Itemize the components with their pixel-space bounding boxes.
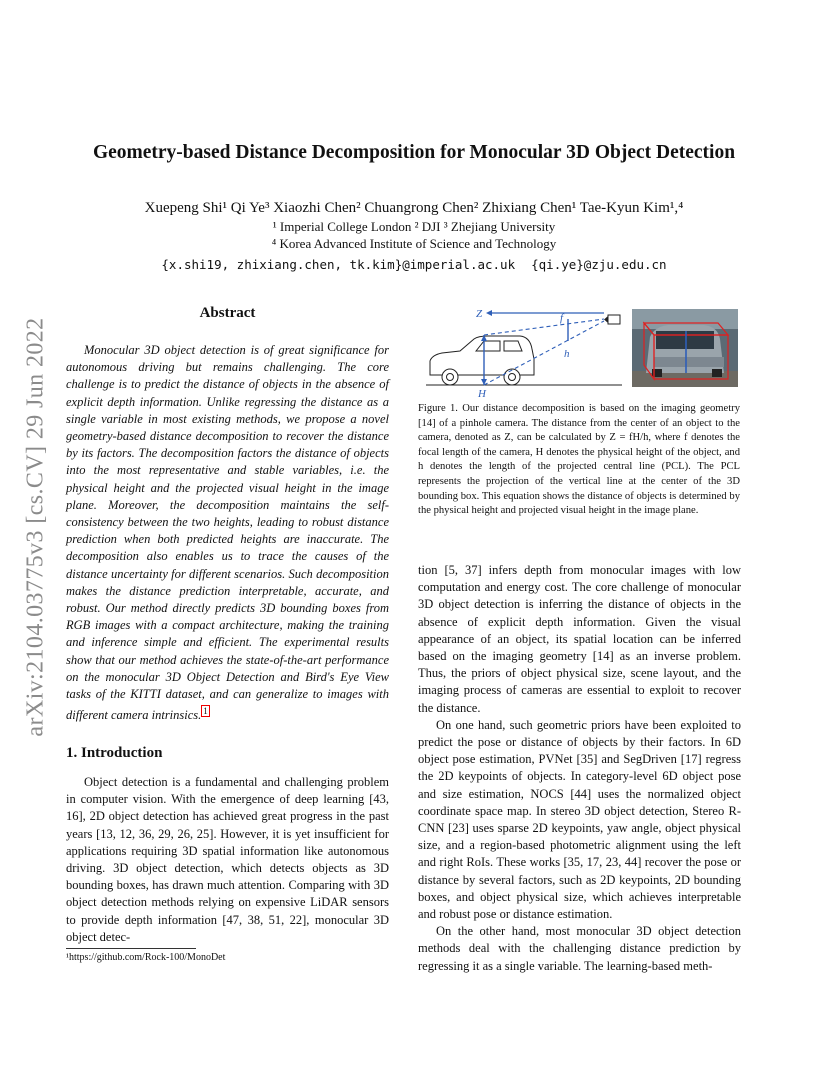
- body-paragraph: On the other hand, most monocular 3D object detection methods deal with the challenging distance prediction by regressing it as a single variable. The learning-based meth-: [418, 924, 741, 973]
- label-h: h: [564, 348, 570, 360]
- right-column-body: [418, 562, 741, 975]
- body-paragraph: tion [5, 37] infers depth from monocular images with low computation and energy cost. The core challenge of monocular 3D object detection is inferring the distance of objects in the absence of explicit depth information. Given the visual appearance of an object, its spatial location can be inferred based on the imaging geometry [14] as an inverse problem. Thus, the priors of object physical size, scene layout, and the imaging process of cameras are essential to exploit to recover the distance.: [418, 563, 741, 715]
- author-list: Xuepeng Shi¹ Qi Ye³ Xiaozhi Chen² Chuangrong Chen² Zhixiang Chen¹ Tae-Kyun Kim¹,⁴: [144, 200, 684, 216]
- footnote-divider: [66, 948, 196, 949]
- label-Z: Z: [476, 308, 483, 320]
- abstract-body: [66, 342, 389, 725]
- introduction-paragraph: Object detection is a fundamental and challenging problem in computer vision. With the emergence of deep learning [43, 16], 2D object detection has achieved great progress in the past years [13, 12, 36, 29, 26, 25]. However, it is yet insufficient for applications requiring 3D spatial information like autonomous driving. 3D object detection, which detects objects as 3D bounding boxes, has drawn much attention. Comparing with 3D object detection methods relying on expensive LiDAR sensors to provide depth information [47, 38, 51, 22], monocular 3D object detec-: [66, 775, 389, 944]
- car-photo: [632, 309, 738, 387]
- arxiv-side-stamp: [24, 292, 48, 762]
- camera-icon: [604, 315, 620, 324]
- footnote-url[interactable]: ¹https://github.com/Rock-100/MonoDet: [66, 952, 226, 963]
- section-heading-introduction: 1. Introduction: [66, 745, 163, 761]
- affiliation-line: ¹ Imperial College London ² DJI ³ Zhejiang University: [272, 219, 556, 234]
- abstract-text: Monocular 3D object detection is of great significance for autonomous driving but remains challenging. The core challenge is to predict the distance of objects in the absence of explicit depth information. Unlike regressing the distance as a single variable in most existing methods, we propose a novel geometry-based distance decomposition to recover the distance by its factors. The decomposition factors the distance of objects into the most representative and stable variables, i.e. the physical height and the projected visual height in the image plane. Moreover, the decomposition maintains the self-consistency between the two heights, leading to robust distance prediction when both predicted heights are inaccurate. The decomposition also enables us to trace the causes of the distance uncertainty for different scenarios. Such decomposition makes the distance prediction interpretable, accurate, and robust. Our method directly predicts 3D bounding boxes from RGB images with a compact architecture, making the training and inference simple and efficient. The experimental results show that our method achieves the state-of-the-art performance on the monocular 3D Object Detection and Bird's Eye View tasks of the KITTI dataset, and can generalize to images with different camera intrinsics.: [66, 343, 389, 723]
- label-H: H: [478, 388, 486, 400]
- figure-1: [418, 305, 740, 401]
- car-sketch: [430, 336, 534, 385]
- abstract-heading: Abstract: [199, 305, 256, 321]
- email-zju[interactable]: {qi.ye}@zju.edu.cn: [531, 257, 667, 272]
- figure-1-caption: Figure 1. Our distance decomposition is based on the imaging geometry [14] of a pinhole camera. The distance from the center of an object to the camera, denoted as Z, can be calculated by Z = fH/h, where f denotes the focal length of the camera, H denotes the physical height of the object, and h denotes the length of the projected central line (PCL). The PCL represents the projection of the vertical line at the center of the 3D bounding box. This equation shows the distance of objects is determined by the physical height and projected visual height in the image plane.: [418, 403, 740, 517]
- projection-ray-top: [484, 319, 604, 335]
- distance-decomposition-diagram: [418, 305, 740, 401]
- introduction-body: [66, 774, 389, 946]
- affiliation-line: ⁴ Korea Advanced Institute of Science and Technology: [271, 236, 557, 251]
- arxiv-id-text: arXiv:2104.03775v3 [cs.CV] 29 Jun 2022: [22, 317, 49, 737]
- author-emails: [0, 257, 828, 272]
- footnote-link[interactable]: 1: [203, 706, 208, 717]
- body-paragraph: On one hand, such geometric priors have been exploited to predict the pose or distance of objects by their factors. In 6D object pose estimation, PVNet [35] and SegDriven [17] regress the 2D keypoints of objects. In category-level 6D object pose and size estimation, NOCS [44] uses the normalized object coordinate space map. In stereo 3D object detection, Stereo R-CNN [23] uses sparse 2D keypoints, yaw angle, object physical size, and a region-based photometric alignment using the left and right RoIs. These works [35, 17, 23, 44] recover the pose or distance by several factors, such as 2D keypoints, 2D bounding boxes, and object physical size, which achieves interpretable and robust pose or distance estimation.: [418, 717, 741, 922]
- label-f: f: [560, 312, 564, 324]
- email-imperial[interactable]: {x.shi19, zhixiang.chen, tk.kim}@imperial.ac.uk: [161, 257, 516, 272]
- paper-title: Geometry-based Distance Decomposition for Monocular 3D Object Detection: [92, 142, 736, 163]
